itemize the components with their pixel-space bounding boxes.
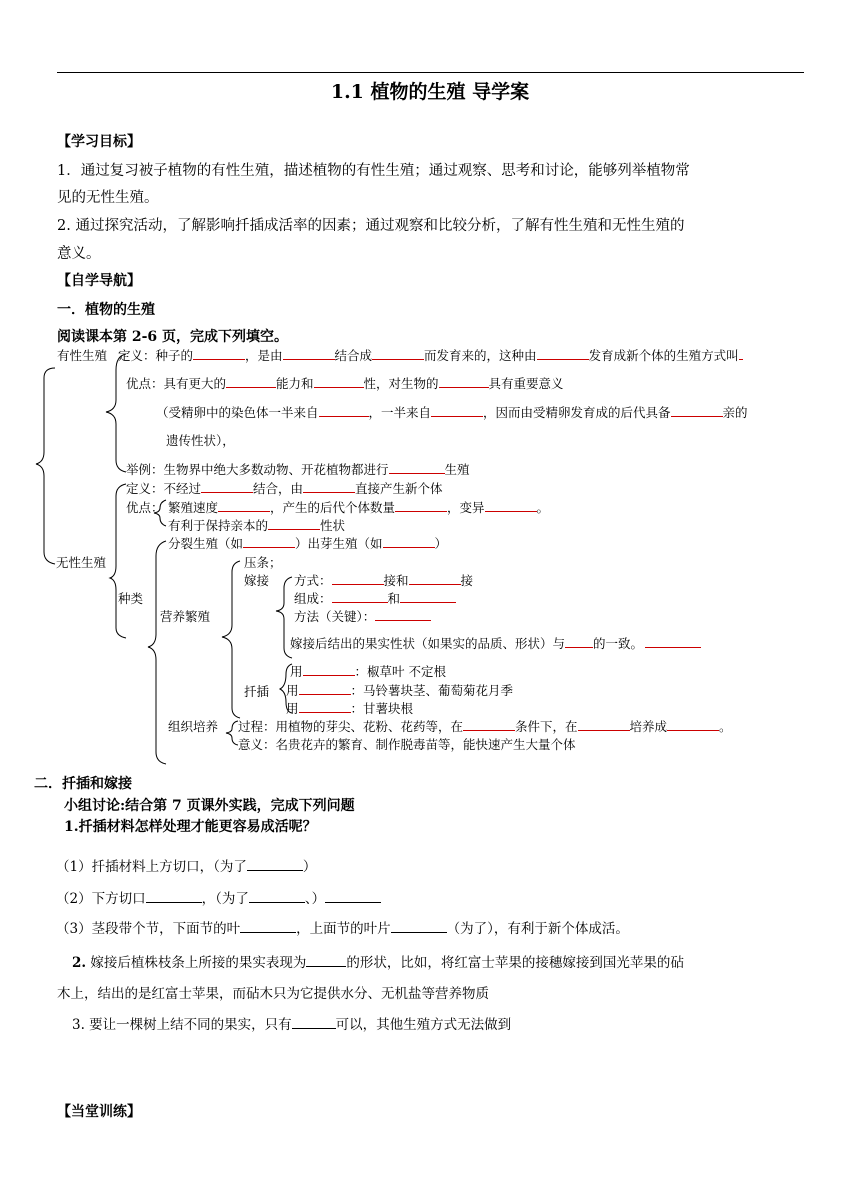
asexual-advantage-label: 优点：: [126, 500, 164, 515]
tissue-label: 组织培养: [168, 719, 219, 734]
question-3: 3. 要让一棵树上结不同的果实，只有 可以，其他生殖方式无法做到: [72, 1013, 511, 1033]
goal-1-line-2: 见的无性生殖。: [57, 190, 159, 206]
practice-heading: 【当堂训练】: [57, 1104, 141, 1120]
asexual-kind-division: 分裂生殖（如 ）出芽生殖（如 ）: [168, 536, 448, 551]
sexual-note-2: 遗传性状），: [166, 433, 235, 448]
cutting-2: 用 ：马铃薯块茎、葡萄菊花月季: [286, 683, 514, 698]
asexual-label: 无性生殖: [56, 555, 107, 570]
nav-heading: 【自学导航】: [57, 273, 141, 289]
sexual-definition: 定义：种子的 ，是由 结合成 而发育来的，这种由 发育成新个体的生殖方式叫: [118, 346, 743, 364]
part-2-heading: 二．扦插和嫁接: [34, 776, 132, 792]
vegetative-label: 营养繁殖: [160, 609, 211, 624]
kinds-label: 种类: [118, 591, 144, 606]
tissue-process: 过程：用植物的芽尖、花粉、花药等，在 条件下，在 培养成 。: [238, 719, 732, 734]
graft-method: 方法（关键）：: [294, 607, 431, 625]
asexual-advantage-1: 繁殖速度 ，产生的后代个体数量 ，变异 。: [168, 500, 550, 515]
group-discussion: 小组讨论:结合第 7 页课外实践，完成下列问题: [64, 798, 355, 814]
cutting-label: 扦插: [244, 684, 270, 699]
sexual-advantage: 优点：具有更大的 能力和 性，对生物的 具有重要意义: [126, 376, 564, 391]
read-instruction: 阅读课本第 2-6 页，完成下列填空。: [57, 329, 289, 345]
grafting-label: 嫁接: [244, 573, 270, 588]
part-1-heading: 一．植物的生殖: [57, 302, 155, 318]
graft-fruit: 嫁接后结出的果实性状（如果实的品质、形状）与 的一致。: [290, 634, 701, 652]
question-2-cont: 木上，结出的是红富士苹果，而砧木只为它提供水分、无机盐等营养物质: [57, 986, 489, 1002]
question-1: 1.扦插材料怎样处理才能更容易成活呢？: [64, 819, 317, 835]
cutting-3: 用 ：甘薯块根: [286, 701, 414, 716]
sexual-example: 举例：生物界中绝大多数动物、开花植物都进行 生殖: [126, 462, 470, 477]
sexual-label: 有性生殖: [57, 348, 108, 363]
asexual-advantage-2: 有利于保持亲本的 性状: [168, 518, 346, 533]
asexual-definition: 定义：不经过 结合，由 直接产生新个体: [126, 481, 443, 496]
page-title: 1.1 植物的生殖 导学案: [330, 81, 530, 103]
question-1-2: （2）下方切口 ，（为了 、）: [56, 887, 381, 907]
layering: 压条；: [244, 555, 282, 570]
goal-1-line-1: 1．通过复习被子植物的有性生殖，描述植物的有性生殖；通过观察、思考和讨论，能够列举植物常: [57, 163, 690, 179]
cutting-1: 用 ：椒草叶 不定根: [290, 664, 446, 679]
graft-way: 方式： 接和 接: [294, 573, 474, 588]
goal-2-line-1: 2. 通过探究活动，了解影响扦插成活率的因素；通过观察和比较分析，了解有性生殖和无性生殖的: [57, 218, 685, 234]
goal-2-line-2: 意义。: [57, 246, 101, 262]
question-2: 2. 嫁接后植株枝条上所接的果实表现为 的形状，比如，将红富士苹果的接穗嫁接到国光苹果的砧: [72, 951, 684, 971]
sexual-note: （受精卵中的染色体一半来自 ，一半来自 ，因而由受精卵发育成的后代具备 亲的: [156, 405, 748, 420]
goals-heading: 【学习目标】: [57, 134, 141, 150]
question-1-3: （3）茎段带个节，下面节的叶 ，上面节的叶片 （为了），有利于新个体成活。: [56, 917, 629, 937]
graft-composition: 组成： 和: [294, 589, 456, 607]
tissue-meaning: 意义：名贵花卉的繁育、制作脱毒苗等，能快速产生大量个体: [238, 737, 576, 752]
question-1-1: （1）扦插材料上方切口，（为了 ）: [56, 855, 316, 875]
